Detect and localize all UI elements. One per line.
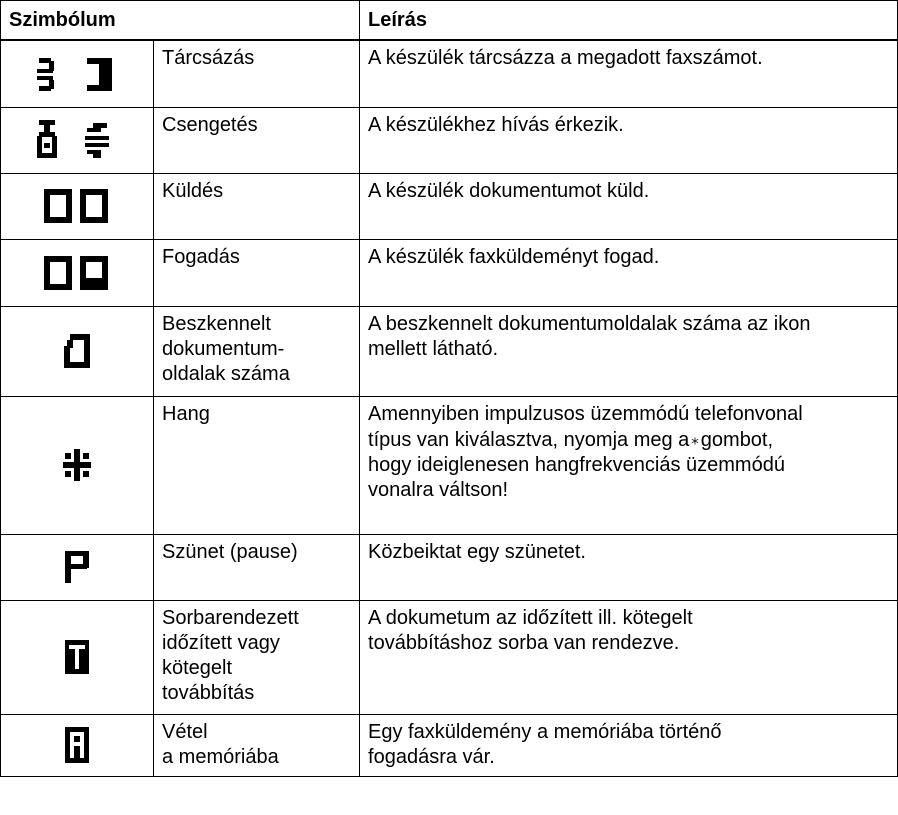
description-line xyxy=(368,427,889,453)
description-cell xyxy=(360,534,898,600)
scanned-pages-icon xyxy=(60,332,94,370)
symbol-name: Szünet (pause) xyxy=(162,540,298,563)
description-line: vonalra váltson! xyxy=(368,478,509,501)
symbol-name-cell xyxy=(154,107,360,173)
symbol-name-cell xyxy=(154,306,360,396)
symbol-name-cell xyxy=(154,534,360,600)
receive-icon xyxy=(42,254,112,292)
symbol-name-cell xyxy=(154,239,360,306)
table-row xyxy=(1,239,898,306)
symbol-name-line: időzített vagy xyxy=(162,631,280,654)
description-line: fogadásra vár. xyxy=(368,745,495,768)
description-text: Közbeiktat egy szünetet. xyxy=(368,540,586,563)
star-key-icon: ⁎ xyxy=(691,430,699,448)
symbol-name-cell xyxy=(154,173,360,239)
symbol-cell xyxy=(1,306,154,396)
symbol-name: Küldés xyxy=(162,179,224,202)
description-text: A készülékhez hívás érkezik. xyxy=(368,113,624,136)
description-cell xyxy=(360,396,898,534)
description-line: A beszkennelt dokumentumoldalak száma az ikon xyxy=(368,312,811,335)
description-line: továbbításhoz sorba van rendezve. xyxy=(368,631,680,654)
memory-receive-icon xyxy=(64,726,90,764)
table-row xyxy=(1,40,898,107)
table-row xyxy=(1,714,898,776)
symbol-cell xyxy=(1,600,154,714)
dial-icon xyxy=(35,56,119,92)
tone-star-icon xyxy=(59,447,95,483)
table-row xyxy=(1,306,898,396)
description-cell xyxy=(360,600,898,714)
description-cell xyxy=(360,107,898,173)
symbol-cell xyxy=(1,239,154,306)
symbol-name-line: dokumentum- xyxy=(162,337,285,360)
description-fragment: típus van kiválasztva, nyomja meg a xyxy=(368,428,690,451)
symbol-name-line: oldalak száma xyxy=(162,362,290,385)
symbol-name-cell xyxy=(154,40,360,107)
description-line: Egy faxküldemény a memóriába történő xyxy=(368,720,722,743)
symbol-cell xyxy=(1,173,154,239)
description-text: A készülék tárcsázza a megadott faxszámot. xyxy=(368,47,763,69)
table-row xyxy=(1,107,898,173)
queued-timer-icon xyxy=(64,639,90,675)
ring-icon xyxy=(35,120,119,160)
symbol-name-cell xyxy=(154,714,360,776)
symbol-cell xyxy=(1,534,154,600)
description-text: A készülék dokumentumot küld. xyxy=(368,179,650,202)
symbol-cell xyxy=(1,396,154,534)
description-line: mellett látható. xyxy=(368,337,499,360)
symbol-cell xyxy=(1,714,154,776)
description-cell xyxy=(360,306,898,396)
table-header-row xyxy=(1,1,898,41)
pause-icon xyxy=(62,549,92,585)
description-text: A készülék faxküldeményt fogad. xyxy=(368,245,660,268)
symbol-cell xyxy=(1,107,154,173)
description-cell xyxy=(360,714,898,776)
header-symbol: Szimbólum xyxy=(1,1,360,41)
symbol-name-line: továbbítás xyxy=(162,681,255,704)
description-cell xyxy=(360,239,898,306)
table-row xyxy=(1,173,898,239)
symbol-name-cell xyxy=(154,396,360,534)
symbol-cell xyxy=(1,40,154,107)
table-row xyxy=(1,534,898,600)
symbol-name-cell xyxy=(154,600,360,714)
symbol-name-line: kötegelt xyxy=(162,656,233,679)
symbol-name-line: a memóriába xyxy=(162,745,279,768)
symbol-name-line: Beszkennelt xyxy=(162,312,271,335)
header-description: Leírás xyxy=(360,1,898,41)
description-fragment: gombot, xyxy=(700,428,774,451)
description-cell xyxy=(360,173,898,239)
symbol-name: Csengetés xyxy=(162,113,258,136)
description-cell xyxy=(360,40,898,107)
table-row xyxy=(1,396,898,534)
description-line: Amennyiben impulzusos üzemmódú telefonvonal xyxy=(368,402,803,425)
symbol-name: Hang xyxy=(162,402,210,425)
symbol-name-line: Sorbarendezett xyxy=(162,606,299,629)
symbol-name: Fogadás xyxy=(162,245,240,268)
description-line: A dokumetum az időzített ill. kötegelt xyxy=(368,606,693,629)
symbol-name-line: Vétel xyxy=(162,720,208,743)
send-icon xyxy=(42,187,112,225)
table-row xyxy=(1,600,898,714)
symbol-name: Tárcsázás xyxy=(162,47,255,69)
description-line: hogy ideiglenesen hangfrekvenciás üzemmódú xyxy=(368,453,785,476)
